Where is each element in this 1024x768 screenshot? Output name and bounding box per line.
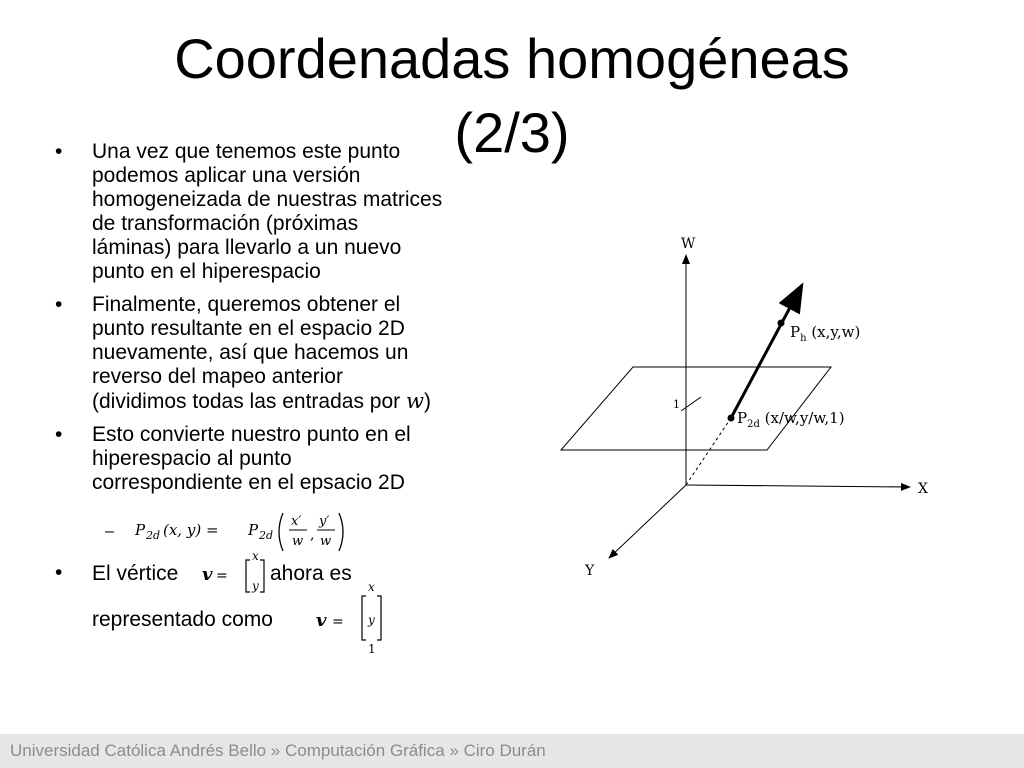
- vertex-y: y: [252, 579, 259, 593]
- matrix-bracket-left: [362, 596, 366, 640]
- close-paren: ): [423, 390, 431, 413]
- w-one-label: 1: [673, 398, 680, 411]
- w-symbol: w: [406, 389, 424, 413]
- bullet-2-line: punto resultante en el espacio 2D: [92, 317, 405, 340]
- bullet-2-line: nuevamente, así que hacemos un: [92, 341, 409, 364]
- formula-den-2: w: [320, 534, 332, 549]
- projection-ray-hidden: [686, 418, 731, 485]
- vertex-v: v: [316, 610, 327, 631]
- bullet-marker: •: [55, 561, 63, 584]
- footer-text: Universidad Católica Andrés Bello » Computación Gráfica » Ciro Durán: [10, 741, 546, 760]
- bullet-3-line: correspondiente en el epsacio 2D: [92, 471, 405, 494]
- formula-rhs-sub: 2d: [259, 529, 274, 542]
- bullet-1-line: láminas) para llevarlo a un nuevo: [92, 236, 402, 259]
- formula-y-prime: y′: [319, 514, 330, 529]
- x-axis: [686, 485, 910, 487]
- title-line-2: (2/3): [454, 101, 570, 164]
- bullet-2-line: reverso del mapeo anterior: [92, 365, 343, 388]
- formula-args: (x, y) =: [163, 521, 219, 539]
- bullet-2: [92, 293, 431, 414]
- point-ph: [778, 320, 785, 327]
- bullet-marker: •: [55, 293, 63, 316]
- bullet-3: [92, 423, 411, 495]
- w-axis-label: W: [681, 236, 696, 252]
- bullet-3-line: hiperespacio al punto: [92, 447, 292, 470]
- title-line-1: Coordenadas homogéneas: [174, 27, 850, 90]
- bullet-1-line: podemos aplicar una versión: [92, 164, 361, 187]
- vertex-line-2: [92, 580, 412, 660]
- homogeneous-projection-figure: [555, 225, 975, 585]
- vertex-eq: =: [332, 614, 344, 630]
- footer-bar: [0, 734, 1024, 768]
- bullet-1-line: homogeneizada de nuestras matrices: [92, 188, 443, 211]
- vertex-x: x: [368, 580, 375, 594]
- bullet-3-line: Esto convierte nuestro punto en el: [92, 423, 411, 446]
- vertex-one: 1: [368, 642, 376, 656]
- bullet-2-line: Finalmente, queremos obtener el: [92, 293, 401, 316]
- bullet-marker: •: [55, 140, 63, 163]
- bullet-2-line: [92, 389, 431, 414]
- vertex-eq: =: [216, 568, 228, 584]
- vertex-prefix: El vértice: [92, 562, 179, 585]
- formula-lhs: P: [135, 521, 146, 539]
- vertex-v: v: [202, 564, 213, 585]
- point-p2d: [728, 415, 735, 422]
- bullet-1-line: punto en el hiperespacio: [92, 260, 321, 283]
- w-one-tick: [681, 397, 701, 411]
- vertex-y: y: [368, 613, 375, 627]
- p2d-label: $P_{2d}$ (x/w,y/w,1): [737, 409, 845, 430]
- formula-lhs-sub: 2d: [146, 529, 161, 542]
- formula-x-prime: x′: [291, 514, 302, 529]
- right-paren: [339, 513, 343, 551]
- formula-comma: ,: [310, 527, 315, 543]
- homogeneous-vector: [731, 285, 802, 418]
- y-axis: [609, 485, 686, 558]
- bullet-2-text: (dividimos todas las entradas por: [92, 390, 406, 413]
- y-axis-label: Y: [585, 563, 595, 579]
- matrix-bracket-right: [377, 596, 381, 640]
- bullet-1-line: Una vez que tenemos este punto: [92, 140, 401, 163]
- left-paren: [279, 513, 283, 551]
- x-axis-label: X: [918, 481, 928, 497]
- bullet-1: [92, 140, 442, 284]
- bullet-1-line: de transformación (próximas: [92, 212, 359, 235]
- vertex-line2-text: representado como: [92, 608, 273, 631]
- bullet-marker: •: [55, 423, 63, 446]
- formula-den-1: w: [292, 534, 304, 549]
- ph-label: $P_h$ (x,y,w): [790, 323, 861, 344]
- sub-bullet-dash: –: [105, 523, 114, 540]
- formula-rhs: P: [248, 521, 259, 539]
- vertex-x: x: [252, 550, 259, 563]
- vertex-suffix: ahora es: [270, 562, 352, 585]
